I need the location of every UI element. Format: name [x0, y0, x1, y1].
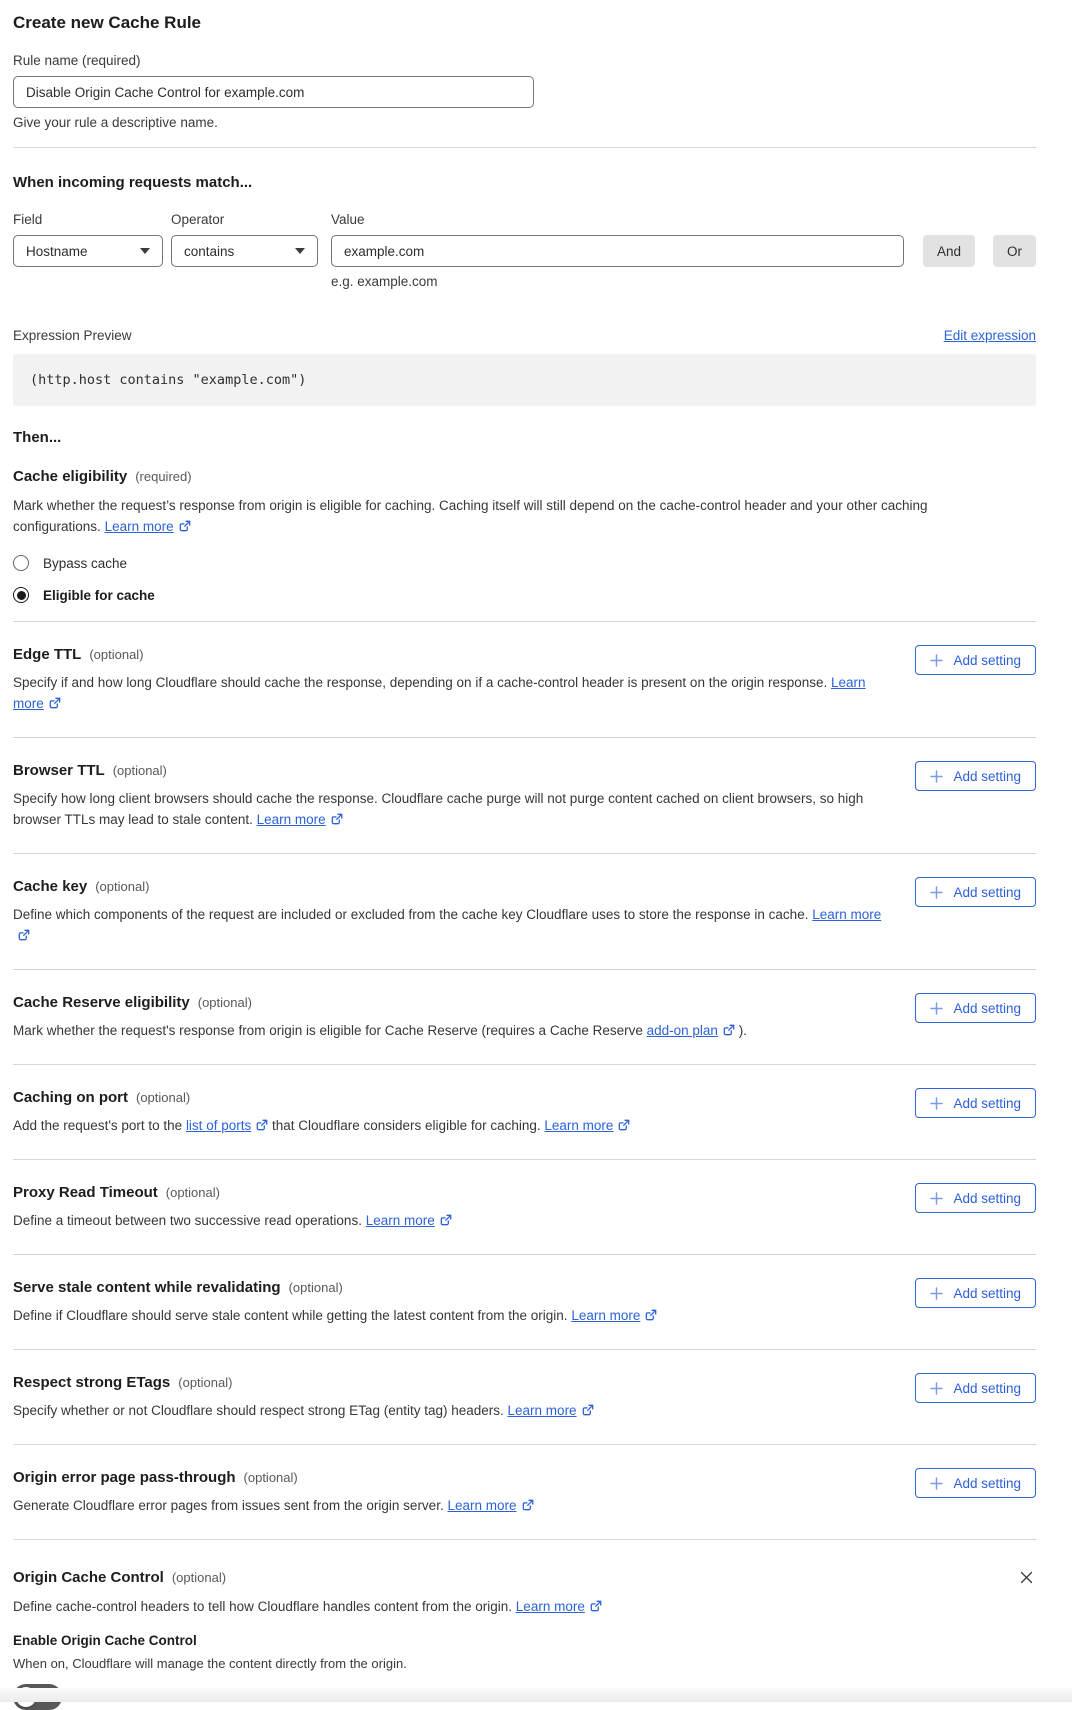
- radio-label: Eligible for cache: [43, 587, 155, 603]
- match-condition-row: [13, 211, 1036, 290]
- optional-settings-list: [13, 621, 1036, 1539]
- setting-description: Generate Cloudflare error pages from issues sent from the origin server. Learn more: [13, 1495, 883, 1516]
- plus-icon: [930, 1002, 943, 1015]
- origin-cache-control-optional-label: (optional): [171, 1570, 227, 1585]
- setting-row: [13, 1159, 1036, 1254]
- field-select-value: Hostname: [26, 243, 88, 259]
- setting-title: Caching on port: [13, 1089, 128, 1106]
- setting-optional-label: (optional): [95, 879, 150, 894]
- operator-label: Operator: [171, 212, 225, 227]
- setting-title-line: [13, 1183, 895, 1202]
- setting-description: Define which components of the request are included or excluded from the cache key Cloudflare uses to store the response in cache. Learn more: [13, 904, 883, 946]
- cache-eligibility-title-row: [13, 467, 1036, 486]
- match-value-input[interactable]: [331, 235, 904, 267]
- radio-bypass-cache[interactable]: [13, 555, 1036, 571]
- plus-icon: [930, 1382, 943, 1395]
- plus-icon: [930, 1477, 943, 1490]
- divider: [13, 147, 1036, 148]
- add-setting-button[interactable]: [915, 1278, 1036, 1308]
- external-link-icon: [618, 1119, 630, 1131]
- then-heading: Then...: [13, 429, 62, 446]
- setting-title-line: [13, 877, 895, 896]
- field-label: Field: [13, 212, 43, 227]
- cache-eligibility-description: Mark whether the request’s response from origin is eligible for caching. Caching itself will still depend on the cache-control header and your other caching configurations. Learn more: [13, 498, 928, 534]
- origin-cache-control-title-row: [13, 1568, 226, 1587]
- external-link-icon: [49, 697, 61, 709]
- add-setting-button[interactable]: [915, 1468, 1036, 1498]
- add-setting-label: Add setting: [953, 884, 1021, 900]
- setting-title-line: [13, 1468, 895, 1487]
- setting-title: Respect strong ETags: [13, 1374, 171, 1391]
- setting-info: [13, 993, 915, 1041]
- and-button[interactable]: And: [923, 235, 975, 267]
- setting-title-line: [13, 993, 895, 1012]
- setting-title-line: [13, 1373, 895, 1392]
- add-setting-button[interactable]: [915, 1373, 1036, 1403]
- close-button[interactable]: [1017, 1568, 1036, 1587]
- add-setting-button[interactable]: [915, 645, 1036, 675]
- setting-optional-label: (optional): [178, 1375, 233, 1390]
- external-link-icon: [440, 1214, 452, 1226]
- setting-info: [13, 877, 915, 946]
- page-title: Create new Cache Rule: [13, 13, 202, 32]
- origin-cache-control-header: [13, 1568, 1036, 1587]
- rule-name-helper: Give your rule a descriptive name.: [13, 115, 218, 130]
- add-setting-button[interactable]: [915, 761, 1036, 791]
- radio-icon: [13, 587, 29, 603]
- enable-origin-cache-control-helper: When on, Cloudflare will manage the content directly from the origin.: [13, 1656, 407, 1671]
- learn-more-link[interactable]: Learn more: [257, 812, 343, 827]
- add-setting-button[interactable]: [915, 1183, 1036, 1213]
- setting-row: [13, 1254, 1036, 1349]
- setting-description: Specify if and how long Cloudflare should cache the response, depending on if a cache-control header is present on the origin response. Learn more: [13, 675, 866, 711]
- setting-description: Mark whether the request's response from origin is eligible for Cache Reserve (requires a Cache Reserve add-on plan ).: [13, 1023, 747, 1038]
- chevron-down-icon: [140, 248, 150, 254]
- setting-optional-label: (optional): [165, 1185, 220, 1200]
- list-of-ports-link[interactable]: list of ports: [186, 1118, 268, 1133]
- origin-cache-control-title: Origin Cache Control: [13, 1569, 164, 1586]
- operator-column: [171, 211, 318, 267]
- external-link-icon: [590, 1600, 602, 1612]
- expression-preview-row: [13, 327, 1036, 344]
- add-setting-button[interactable]: [915, 1088, 1036, 1118]
- learn-more-link[interactable]: Learn more: [516, 1599, 602, 1614]
- plus-icon: [930, 654, 943, 667]
- setting-title-line: [13, 761, 895, 780]
- setting-title-line: [13, 1278, 895, 1297]
- add-setting-label: Add setting: [953, 1000, 1021, 1016]
- radio-icon: [13, 555, 29, 571]
- setting-row: [13, 1444, 1036, 1539]
- setting-info: [13, 1468, 915, 1516]
- learn-more-link[interactable]: Learn more: [571, 1308, 657, 1323]
- learn-more-link[interactable]: Learn more: [105, 519, 191, 534]
- setting-title: Origin error page pass-through: [13, 1469, 236, 1486]
- learn-more-link[interactable]: Learn more: [366, 1213, 452, 1228]
- learn-more-link[interactable]: Learn more: [447, 1498, 533, 1513]
- edit-expression-link[interactable]: Edit expression: [943, 328, 1036, 343]
- add-setting-label: Add setting: [953, 1475, 1021, 1491]
- setting-row: [13, 737, 1036, 853]
- setting-info: [13, 761, 915, 830]
- setting-title: Browser TTL: [13, 762, 105, 779]
- setting-title-line: [13, 1088, 895, 1107]
- setting-description: Add the request's port to the list of ports that Cloudflare considers eligible for caching. Learn more: [13, 1115, 883, 1136]
- external-link-icon: [522, 1499, 534, 1511]
- plus-icon: [930, 1097, 943, 1110]
- operator-select[interactable]: [171, 235, 318, 267]
- add-setting-label: Add setting: [953, 652, 1021, 668]
- add-setting-label: Add setting: [953, 1190, 1021, 1206]
- or-button[interactable]: Or: [993, 235, 1036, 267]
- setting-title-line: [13, 645, 895, 664]
- setting-info: [13, 1278, 915, 1326]
- field-column: [13, 211, 163, 267]
- plus-icon: [930, 886, 943, 899]
- setting-title: Edge TTL: [13, 646, 82, 663]
- origin-cache-control-section: [13, 1539, 1036, 1710]
- add-setting-button[interactable]: [915, 877, 1036, 907]
- setting-info: [13, 1373, 915, 1421]
- conjunction-buttons: [923, 211, 1036, 267]
- learn-more-link[interactable]: Learn more: [13, 675, 866, 711]
- setting-optional-label: (optional): [288, 1280, 343, 1295]
- learn-more-link[interactable]: Learn more: [544, 1118, 630, 1133]
- setting-row: [13, 853, 1036, 969]
- plus-icon: [930, 1287, 943, 1300]
- add-setting-label: Add setting: [953, 1380, 1021, 1396]
- chevron-down-icon: [295, 248, 305, 254]
- add-setting-label: Add setting: [953, 768, 1021, 784]
- setting-description: Specify whether or not Cloudflare should respect strong ETag (entity tag) headers. Learn more: [13, 1400, 883, 1421]
- value-label: Value: [331, 212, 365, 227]
- setting-row: [13, 1064, 1036, 1159]
- setting-optional-label: (optional): [197, 995, 252, 1010]
- setting-title: Proxy Read Timeout: [13, 1184, 158, 1201]
- add-setting-label: Add setting: [953, 1285, 1021, 1301]
- external-link-icon: [256, 1119, 268, 1131]
- setting-title: Cache key: [13, 878, 88, 895]
- field-select[interactable]: [13, 235, 163, 267]
- plus-icon: [930, 1192, 943, 1205]
- setting-title: Serve stale content while revalidating: [13, 1279, 281, 1296]
- enable-origin-cache-control-label: Enable Origin Cache Control: [13, 1633, 197, 1648]
- external-link-icon: [582, 1404, 594, 1416]
- learn-more-link[interactable]: Learn more: [508, 1403, 594, 1418]
- setting-description: Define if Cloudflare should serve stale content while getting the latest content from the origin. Learn more: [13, 1305, 883, 1326]
- match-heading: When incoming requests match...: [13, 174, 253, 191]
- external-link-icon: [179, 520, 191, 532]
- add-setting-button[interactable]: [915, 993, 1036, 1023]
- setting-optional-label: (optional): [112, 763, 167, 778]
- external-link-icon: [645, 1309, 657, 1321]
- plus-icon: [930, 770, 943, 783]
- setting-optional-label: (optional): [243, 1470, 298, 1485]
- rule-name-input[interactable]: [13, 76, 534, 108]
- learn-more-link[interactable]: Learn more: [13, 907, 881, 943]
- external-link-icon: [331, 813, 343, 825]
- setting-info: [13, 645, 915, 714]
- origin-cache-control-description: Define cache-control headers to tell how Cloudflare handles content from the origin. Learn more: [13, 1596, 1036, 1617]
- add-on-plan-link[interactable]: add-on plan: [647, 1023, 735, 1038]
- setting-description: Define a timeout between two successive read operations. Learn more: [13, 1210, 883, 1231]
- expression-preview-label: Expression Preview: [13, 328, 132, 343]
- add-setting-label: Add setting: [953, 1095, 1021, 1111]
- external-link-icon: [18, 929, 30, 941]
- setting-optional-label: (optional): [89, 647, 144, 662]
- radio-eligible-for-cache[interactable]: [13, 587, 1036, 603]
- setting-info: [13, 1183, 915, 1231]
- close-icon: [1019, 1570, 1034, 1585]
- setting-optional-label: (optional): [136, 1090, 191, 1105]
- cache-eligibility-required-label: (required): [135, 469, 192, 484]
- rule-name-label: Rule name (required): [13, 53, 141, 68]
- setting-title: Cache Reserve eligibility: [13, 994, 190, 1011]
- expression-preview-code: (http.host contains "example.com"): [13, 354, 1036, 406]
- value-column: [331, 211, 904, 290]
- setting-row: [13, 621, 1036, 737]
- page-bottom-edge: [0, 1688, 1072, 1702]
- operator-select-value: contains: [184, 243, 235, 259]
- setting-info: [13, 1088, 915, 1136]
- setting-row: [13, 969, 1036, 1064]
- cache-eligibility-title: Cache eligibility: [13, 468, 128, 485]
- external-link-icon: [723, 1024, 735, 1036]
- setting-row: [13, 1349, 1036, 1444]
- value-helper: e.g. example.com: [331, 274, 438, 289]
- setting-description: Specify how long client browsers should cache the response. Cloudflare cache purge will not purge content cached on client browsers, so high browser TTLs may lead to stale content. Learn more: [13, 791, 864, 827]
- radio-label: Bypass cache: [43, 555, 128, 571]
